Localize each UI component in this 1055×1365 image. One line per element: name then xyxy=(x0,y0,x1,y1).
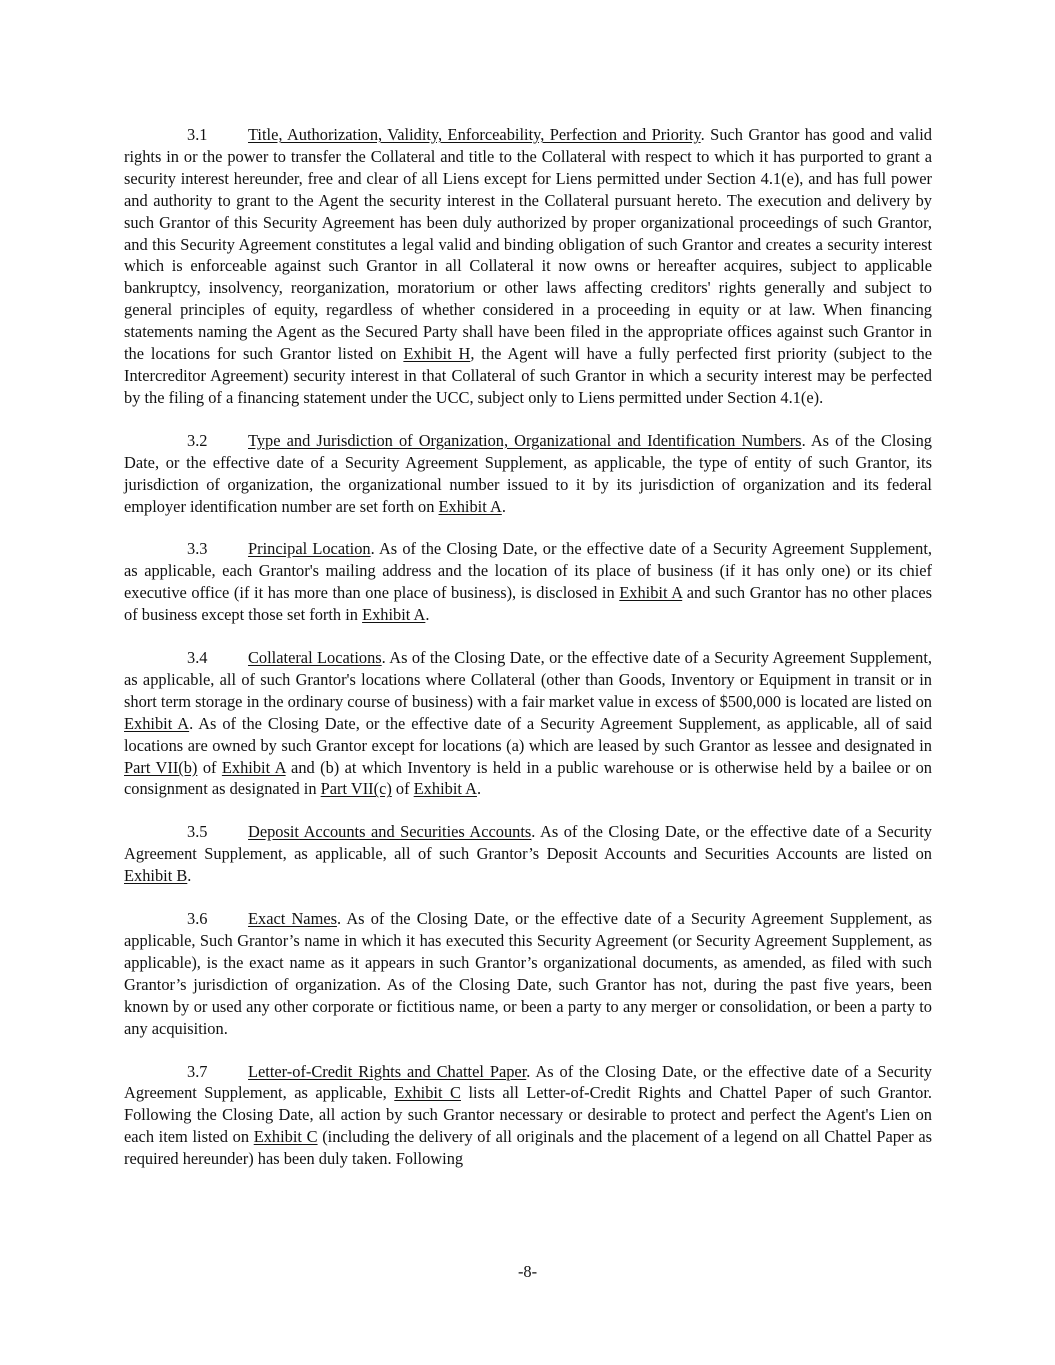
section-number: 3.4 xyxy=(187,648,208,668)
section-number: 3.7 xyxy=(187,1061,208,1081)
section-text: . xyxy=(425,605,430,625)
exhibit-reference: Exhibit A xyxy=(438,496,502,516)
section-text: . xyxy=(476,779,482,799)
section-text: of xyxy=(197,757,222,777)
section-3-2 xyxy=(124,430,932,518)
page-number: -8- xyxy=(517,1262,538,1281)
section-3-4 xyxy=(124,647,932,800)
section-heading: Letter-of-Credit Rights and Chattel Paper xyxy=(248,1061,527,1081)
section-heading: Type and Jurisdiction of Organization, Organizational and Identification Numbers xyxy=(248,430,802,450)
part-reference: Part VII(c) xyxy=(320,779,392,799)
section-3-5 xyxy=(124,821,932,887)
section-text: . As of the Closing Date, or the effective date of a Security Agreement Supplement, as applicable, all of such Grantor's locations where Collateral (other than Goods, Inventory or Equipment in transit or in short term storage in the ordinary course of business) with a fair market value in excess of $500,000 is located are listed on xyxy=(124,648,933,711)
section-3-7 xyxy=(124,1061,932,1171)
exhibit-reference: Exhibit H xyxy=(403,344,471,364)
exhibit-reference: Exhibit A xyxy=(124,713,190,733)
section-text: . As of the Closing Date, or the effective date of a Security Agreement Supplement, as applicable, the type of entity of such Grantor, its jurisdiction of organization, the organizational number issued to it by its jurisdiction of organization and its federal employer identification number are set forth on xyxy=(124,430,933,516)
exhibit-reference: Exhibit C xyxy=(394,1083,461,1103)
exhibit-reference: Exhibit A xyxy=(221,757,286,777)
section-number: 3.1 xyxy=(187,125,208,144)
exhibit-reference: Exhibit A xyxy=(619,583,683,603)
section-3-1 xyxy=(124,124,932,409)
section-text: and (b) at which Inventory is held in a public warehouse or is otherwise held by a bailee or on consignment as designated in xyxy=(124,757,933,799)
section-number: 3.3 xyxy=(187,539,208,559)
section-text: . As of the Closing Date, or the effective date of a Security Agreement Supplement, as applicable, all of said locations are owned by such Grantor except for locations (a) which are leased by such Grantor as lessee and designated in xyxy=(124,713,932,755)
exhibit-reference: Exhibit B xyxy=(124,866,188,886)
section-3-3 xyxy=(124,538,932,626)
section-text: . xyxy=(187,866,192,886)
section-text: . As of the Closing Date, or the effective date of a Security Agreement Supplement, as applicable, xyxy=(124,1061,932,1103)
document-body xyxy=(124,124,932,1191)
section-text: . As of the Closing Date, or the effective date of a Security Agreement Supplement, as applicable, Such Grantor’s name in which it has executed this Security Agreement (or Security Agreement Supplement, as applicable), is the exact name as it appears in such Grantor’s organizational documents, as amended, as filed with such Grantor’s jurisdiction of organization. As of the Closing Date, such Grantor has not, during the past five years, been known by or used any other corporate or fictitious name, or been a party to any merger or consolidation, or been a party to any acquisition. xyxy=(124,909,932,1038)
section-3-6 xyxy=(124,908,932,1039)
section-text: , the Agent will have a fully perfected first priority (subject to the Intercreditor Agreement) security interest in that Collateral of such Grantor in which a security interest may be perfected by the filing of a financing statement under the UCC, subject only to Liens permitted under Section 4.1(e). xyxy=(124,344,932,407)
section-text: (including the delivery of all originals and the placement of a legend on all Chattel Paper as required hereunder) has been duly taken. Following xyxy=(124,1127,932,1169)
part-reference: Part VII(b) xyxy=(124,757,198,777)
section-text: and such Grantor has no other places of business except those set forth in xyxy=(124,583,932,625)
exhibit-reference: Exhibit A xyxy=(413,779,477,799)
section-text: . Such Grantor has good and valid rights in or the power to transfer the Collateral and title to the Collateral with respect to which it has purported to grant a security interest hereunder, free and clear of all Liens except for Liens permitted under Section 4.1(e), and has full power and authority to grant to the Agent the security interest in the Collateral pursuant hereto. The execution and delivery by such Grantor of this Security Agreement has been duly authorized by proper organizational proceedings of such Grantor, and this Security Agreement constitutes a legal valid and binding obligation of such Grantor and creates a security interest which is enforceable against such Grantor in all Collateral it now owns or hereafter acquires, subject to applicable bankruptcy, insolvency, reorganization, moratorium or other laws affecting creditors' rights generally and subject to general principles of equity, regardless of whether considered in a proceeding in equity or at law. When financing statements naming the Agent as the Secured Party shall have been filed in the appropriate offices against such Grantor in the locations for such Grantor listed on xyxy=(124,125,932,364)
section-text: of xyxy=(391,779,414,799)
section-text: lists all Letter-of-Credit Rights and Chattel Paper of such Grantor. Following the Closing Date, all action by such Grantor necessary or desirable to protect and perfect the Agent's Lien on each item listed on xyxy=(124,1083,932,1147)
section-text: . xyxy=(501,496,506,516)
section-heading: Title, Authorization, Validity, Enforceability, Perfection and Priority xyxy=(248,125,701,144)
section-number: 3.6 xyxy=(187,909,208,929)
section-number: 3.5 xyxy=(187,822,208,842)
section-heading: Collateral Locations xyxy=(248,648,382,668)
section-text: . As of the Closing Date, or the effective date of a Security Agreement Supplement, as applicable, all of such Grantor’s Deposit Accounts and Securities Accounts are listed on xyxy=(124,822,932,864)
section-heading: Principal Location xyxy=(248,539,371,559)
section-text: . As of the Closing Date, or the effective date of a Security Agreement Supplement, as applicable, each Grantor's mailing address and the location of its place of business (if it has only one) or its chief executive office (if it has more than one place of business), is disclosed in xyxy=(124,539,933,603)
section-heading: Exact Names xyxy=(248,909,337,929)
exhibit-reference: Exhibit C xyxy=(253,1127,318,1147)
exhibit-reference: Exhibit A xyxy=(362,605,426,625)
section-number: 3.2 xyxy=(187,430,208,450)
section-heading: Deposit Accounts and Securities Accounts xyxy=(248,822,532,842)
